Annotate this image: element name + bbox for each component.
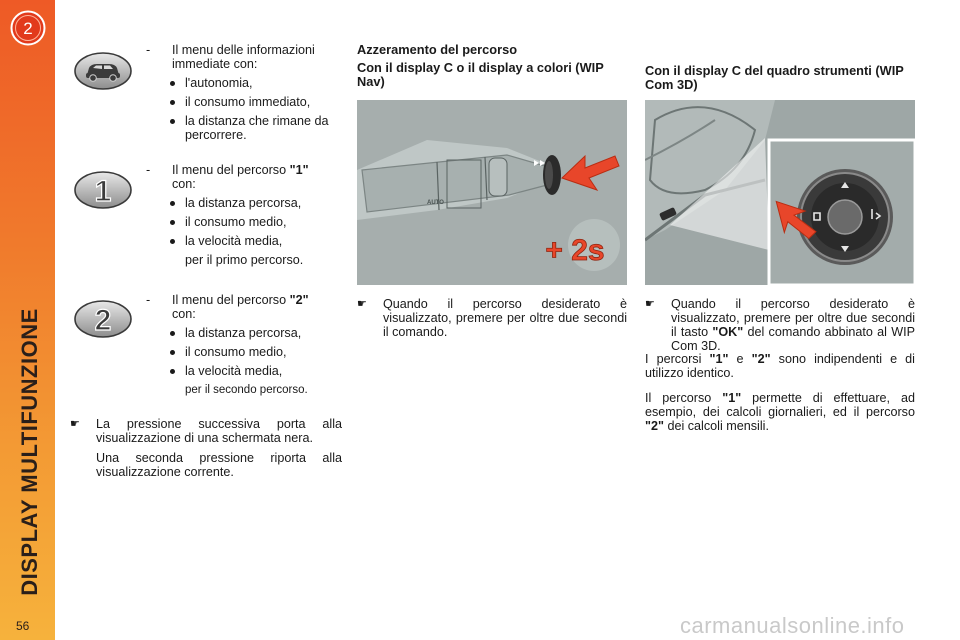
steering-control-photo <box>645 100 915 285</box>
press-note-line1: La pressione successiva porta alla visualizzazione di una schermata nera. <box>96 417 342 445</box>
svg-text:2: 2 <box>23 19 33 38</box>
list-item: la distanza che rimane da percorrere. <box>185 114 329 142</box>
dash: - <box>146 293 151 307</box>
trip-number: "2" <box>289 293 309 307</box>
list-item: la distanza percorsa, <box>185 326 302 340</box>
pointing-hand-icon: ☛ <box>645 298 655 310</box>
chapter-title: DISPLAY MULTIFUNZIONE <box>17 308 42 596</box>
chapter-badge-icon <box>10 10 46 46</box>
dash: - <box>146 163 151 177</box>
number-1-icon <box>74 170 132 210</box>
menu-trip1-intro-end: con: <box>172 177 196 191</box>
press-note-line2: Una seconda pressione riporta alla visualizzazione corrente. <box>96 451 342 479</box>
list-item: il consumo medio, <box>185 345 287 359</box>
right-paragraph-2 <box>645 352 915 380</box>
trip-number: "1" <box>289 163 309 177</box>
svg-text:AUTO: AUTO <box>427 200 444 206</box>
list-item: la velocità media, <box>185 364 283 378</box>
menu-trip1-intro: Il menu del percorso <box>172 163 290 177</box>
list-item: il consumo immediato, <box>185 95 311 109</box>
middle-subtitle: Con il display C o il display a colori (WIP Nav) <box>357 60 604 89</box>
list-item: la velocità media, <box>185 234 283 248</box>
bullet-icon <box>170 331 175 336</box>
trip-number: "2" <box>751 352 771 366</box>
menu-info-intro: Il menu delle informazioni immediate con: <box>172 43 315 71</box>
section-title: Azzeramento del percorso <box>357 42 518 57</box>
menu-trip2-intro-end: con: <box>172 307 196 321</box>
text-run: dei calcoli mensili. <box>663 419 769 433</box>
bullet-icon <box>170 350 175 355</box>
pointing-hand-icon: ☛ <box>70 418 80 430</box>
menu-info-block <box>146 43 342 142</box>
menu-trip2-note: per il secondo percorso. <box>185 384 308 396</box>
stalk-control-photo <box>357 100 627 285</box>
text-run: e <box>728 352 752 366</box>
right-instruction-text-end: del comando abbinato al WIP Com 3D. <box>671 325 915 353</box>
right-instruction-text: Quando il percorso desiderato è visualizzato, premere per oltre due secondi il tasto <box>671 297 915 339</box>
right-paragraph-3 <box>645 391 915 433</box>
svg-text:+ 2s: + 2s <box>545 234 605 267</box>
chapter-sidebar <box>0 0 55 640</box>
watermark: carmanualsonline.info <box>680 613 905 638</box>
car-icon <box>74 51 132 91</box>
bullet-icon <box>170 201 175 206</box>
bullet-icon <box>170 369 175 374</box>
svg-text:1: 1 <box>94 175 112 208</box>
svg-text:2: 2 <box>94 304 112 337</box>
menu-trip1-note: per il primo percorso. <box>185 253 304 267</box>
middle-instruction-text: Quando il percorso desiderato è visualizzato, premere per oltre due secondi il comando. <box>383 297 627 339</box>
trip-number: "1" <box>722 391 742 405</box>
ok-key-label: "OK" <box>712 325 744 339</box>
text-run: I percorsi <box>645 352 710 366</box>
middle-instruction <box>357 297 627 339</box>
pointing-hand-icon: ☛ <box>357 298 367 310</box>
text-run: Il percorso <box>645 391 723 405</box>
menu-trip2-block <box>146 293 342 397</box>
right-subtitle: Con il display C del quadro strumenti (WIP Com 3D) <box>645 63 904 92</box>
menu-trip1-block <box>146 163 342 267</box>
right-instruction <box>645 297 915 353</box>
page-number: 56 <box>16 619 30 633</box>
number-2-icon <box>74 299 132 339</box>
bullet-icon <box>170 100 175 105</box>
bullet-icon <box>170 119 175 124</box>
list-item: il consumo medio, <box>185 215 287 229</box>
press-note-block <box>70 417 342 479</box>
trip-number: "2" <box>645 419 664 433</box>
bullet-icon <box>170 81 175 86</box>
list-item: l'autonomia, <box>185 76 253 90</box>
text-run: permette di effettuare, ad esempio, dei calcoli giornalieri, ed il percorso <box>645 391 915 419</box>
text-run: sono indipendenti e di utilizzo identico. <box>645 352 915 380</box>
bullet-icon <box>170 239 175 244</box>
menu-trip2-intro: Il menu del percorso <box>172 293 290 307</box>
trip-number: "1" <box>709 352 729 366</box>
bullet-icon <box>170 220 175 225</box>
dash: - <box>146 43 151 57</box>
list-item: la distanza percorsa, <box>185 196 302 210</box>
